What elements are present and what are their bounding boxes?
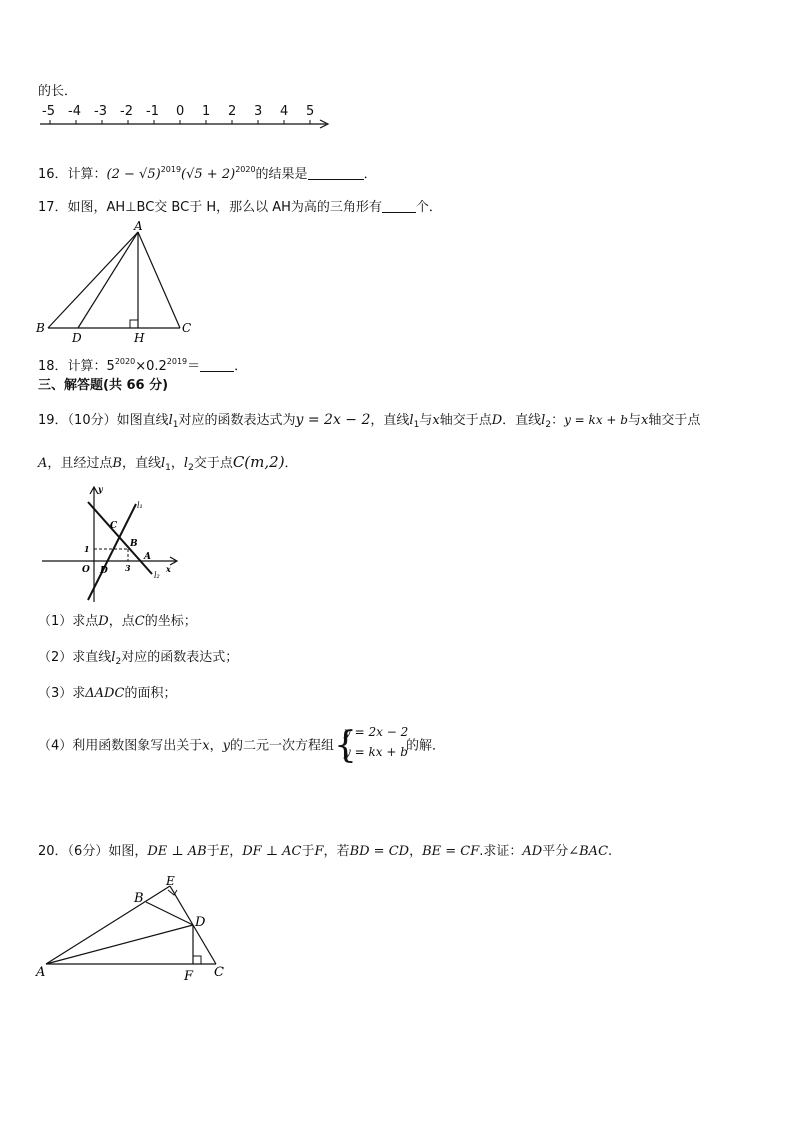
text: 对应的函数表达式为 xyxy=(178,413,296,428)
q16-exp-b: 2020 xyxy=(235,165,256,174)
l2-symbol: l xyxy=(541,413,546,428)
number-line-label: -4 xyxy=(68,104,81,119)
point-D: D xyxy=(491,413,503,428)
section-heading: 三、解答题(共 66 分) xyxy=(38,378,169,393)
q16-exp-a: 2019 xyxy=(160,165,182,174)
equation-l2: y = kx + b xyxy=(564,413,628,427)
l1-sub: 1 xyxy=(165,463,171,473)
condition-1: DE ⊥ AB xyxy=(147,844,207,859)
text: ： xyxy=(551,413,565,428)
graph-x: x xyxy=(166,564,171,574)
graph-D: D xyxy=(100,566,108,576)
text: 的面积； xyxy=(124,686,177,701)
q17-text: 17．如图，AH⊥BC交 BC于 H，那么以 AH为高的三角形有 xyxy=(38,200,382,215)
q18-exp-b: 2019 xyxy=(166,357,188,366)
answer-blank xyxy=(200,357,234,372)
graph-tick-1: 1 xyxy=(84,544,90,554)
number-line xyxy=(36,104,336,142)
text: 于 xyxy=(301,844,315,859)
q20-figure xyxy=(30,868,230,984)
text: 于 xyxy=(206,844,220,859)
q19-graph-svg xyxy=(38,482,188,606)
equation-system xyxy=(334,725,409,766)
q19-part-4 xyxy=(38,726,445,766)
question-16 xyxy=(38,160,377,185)
y-symbol: y xyxy=(222,738,230,754)
text: ，直线 xyxy=(121,456,161,471)
answer-blank xyxy=(308,165,364,180)
graph-A: A xyxy=(144,552,151,562)
brace-icon: { xyxy=(334,725,357,766)
graph-O: O xyxy=(82,565,90,575)
angle-BAC: ∠BAC xyxy=(568,844,609,859)
label-A: A xyxy=(134,219,143,233)
q16-prefix: 16．计算： xyxy=(38,167,107,182)
number-line-label: -3 xyxy=(94,104,107,119)
q18-exp-a: 2020 xyxy=(114,357,136,366)
question-19-line-2 xyxy=(38,452,298,478)
continued-text: 的长． xyxy=(38,84,78,99)
number-line-label: 5 xyxy=(306,104,315,119)
number-line-label: -5 xyxy=(42,104,55,119)
number-line-label: -1 xyxy=(146,104,159,119)
point-E: E xyxy=(219,844,230,859)
number-line-label: -2 xyxy=(120,104,133,119)
segment-AD: AD xyxy=(522,844,543,859)
system-eq-2: y = kx + b xyxy=(344,745,408,759)
q19-graph xyxy=(38,482,188,606)
q17-end: 个． xyxy=(415,200,442,215)
l2-sub: 2 xyxy=(115,657,122,667)
condition-4: BE = CF xyxy=(422,844,480,859)
text: 交于点 xyxy=(193,456,233,471)
l1-symbol: l xyxy=(409,413,414,428)
text: 19．（10分）如图直线 xyxy=(38,413,169,428)
l1-symbol: l xyxy=(168,413,173,428)
label-D: D xyxy=(72,331,82,345)
graph-C: C xyxy=(110,521,118,531)
question-19-line-1 xyxy=(38,410,700,435)
q18-prefix: 18．计算： xyxy=(38,359,107,374)
text: ， xyxy=(170,456,184,471)
label-D: D xyxy=(195,915,206,930)
q16-end: ． xyxy=(363,167,377,182)
number-line-label: 1 xyxy=(202,104,211,119)
label-B: B xyxy=(36,321,45,335)
q16-expr-b: (√5 + 2) xyxy=(181,167,236,182)
q18-base-a: 5 xyxy=(106,359,115,374)
point-A: A xyxy=(38,456,48,471)
text: ，若 xyxy=(323,844,350,859)
q16-tail: 的结果是 xyxy=(255,167,308,182)
point-C: C(m,2) xyxy=(232,453,285,471)
text: ， xyxy=(209,738,223,754)
text: 轴交于点 xyxy=(648,413,701,428)
condition-2: DF ⊥ AC xyxy=(242,844,302,859)
question-18 xyxy=(38,352,247,377)
graph-y: y xyxy=(98,484,103,494)
q18-tail: ＝ xyxy=(187,359,201,374)
number-line-label: 3 xyxy=(254,104,263,119)
q18-end: ． xyxy=(234,359,248,374)
question-20 xyxy=(38,842,612,862)
text: .求证： xyxy=(479,844,523,859)
x-symbol: x xyxy=(202,738,210,754)
text: ， xyxy=(409,844,423,859)
graph-l1: l₁ xyxy=(137,501,143,510)
x-symbol: x xyxy=(640,413,649,428)
equation-l1: y = 2x − 2 xyxy=(295,412,371,428)
q18-mid: ×0.2 xyxy=(135,359,167,374)
number-line-label: 4 xyxy=(280,104,289,119)
x-symbol: x xyxy=(432,413,440,428)
q19-part-3 xyxy=(38,684,176,704)
number-line-svg xyxy=(36,110,336,142)
text: 20．（6分）如图， xyxy=(38,844,148,859)
graph-l2: l₂ xyxy=(154,571,160,580)
text: 的解． xyxy=(406,738,446,754)
text: 与 xyxy=(419,413,433,428)
text: 的坐标； xyxy=(144,614,197,629)
l1-sub: 1 xyxy=(172,420,179,430)
point-B: B xyxy=(112,456,122,471)
text: （4）利用函数图象写出关于 xyxy=(38,738,203,754)
text: ． xyxy=(284,456,298,471)
graph-tick-3: 3 xyxy=(125,563,131,573)
text: 轴交于点 xyxy=(439,413,492,428)
q17-triangle-svg xyxy=(30,218,200,346)
text: ，直线 xyxy=(370,413,410,428)
system-eq-1: y = 2x − 2 xyxy=(344,725,409,739)
text: . xyxy=(608,844,613,859)
q20-triangle-svg xyxy=(30,868,230,984)
q19-part-1 xyxy=(38,612,197,632)
l2-sub: 2 xyxy=(545,420,552,430)
text: （3）求 xyxy=(38,686,86,701)
text: 平分 xyxy=(542,844,569,859)
text: ，且经过点 xyxy=(47,456,113,471)
point-F: F xyxy=(314,844,324,859)
answer-blank xyxy=(382,198,416,213)
label-A: A xyxy=(36,965,46,980)
l2-symbol: l xyxy=(111,650,116,665)
point-C: C xyxy=(134,614,145,629)
condition-3: BD = CD xyxy=(349,844,410,859)
text: （2）求直线 xyxy=(38,650,112,665)
label-E: E xyxy=(166,874,175,888)
text: （1）求点 xyxy=(38,614,99,629)
q19-part-2 xyxy=(38,648,238,672)
l2-sub: 2 xyxy=(188,463,194,473)
text: ．直线 xyxy=(502,413,542,428)
label-H: H xyxy=(134,331,145,345)
label-F: F xyxy=(184,969,194,984)
text: ，点 xyxy=(108,614,135,629)
label-C: C xyxy=(214,965,224,980)
label-B: B xyxy=(134,891,144,906)
l1-sub: 1 xyxy=(413,420,420,430)
l2-symbol: l xyxy=(183,456,189,471)
text: 对应的函数表达式； xyxy=(121,650,239,665)
question-17 xyxy=(38,198,442,218)
text: 与 xyxy=(627,413,641,428)
label-C: C xyxy=(182,321,192,335)
q16-expr-a: (2 − √5) xyxy=(106,167,161,182)
graph-B: B xyxy=(130,539,138,549)
l1-symbol: l xyxy=(160,456,166,471)
text: 的二元一次方程组 xyxy=(230,738,335,754)
q17-figure xyxy=(30,218,200,346)
number-line-label: 0 xyxy=(176,104,185,119)
triangle-ADC: ΔADC xyxy=(85,686,125,701)
number-line-label: 2 xyxy=(228,104,237,119)
point-D: D xyxy=(98,614,109,629)
text: ， xyxy=(229,844,243,859)
